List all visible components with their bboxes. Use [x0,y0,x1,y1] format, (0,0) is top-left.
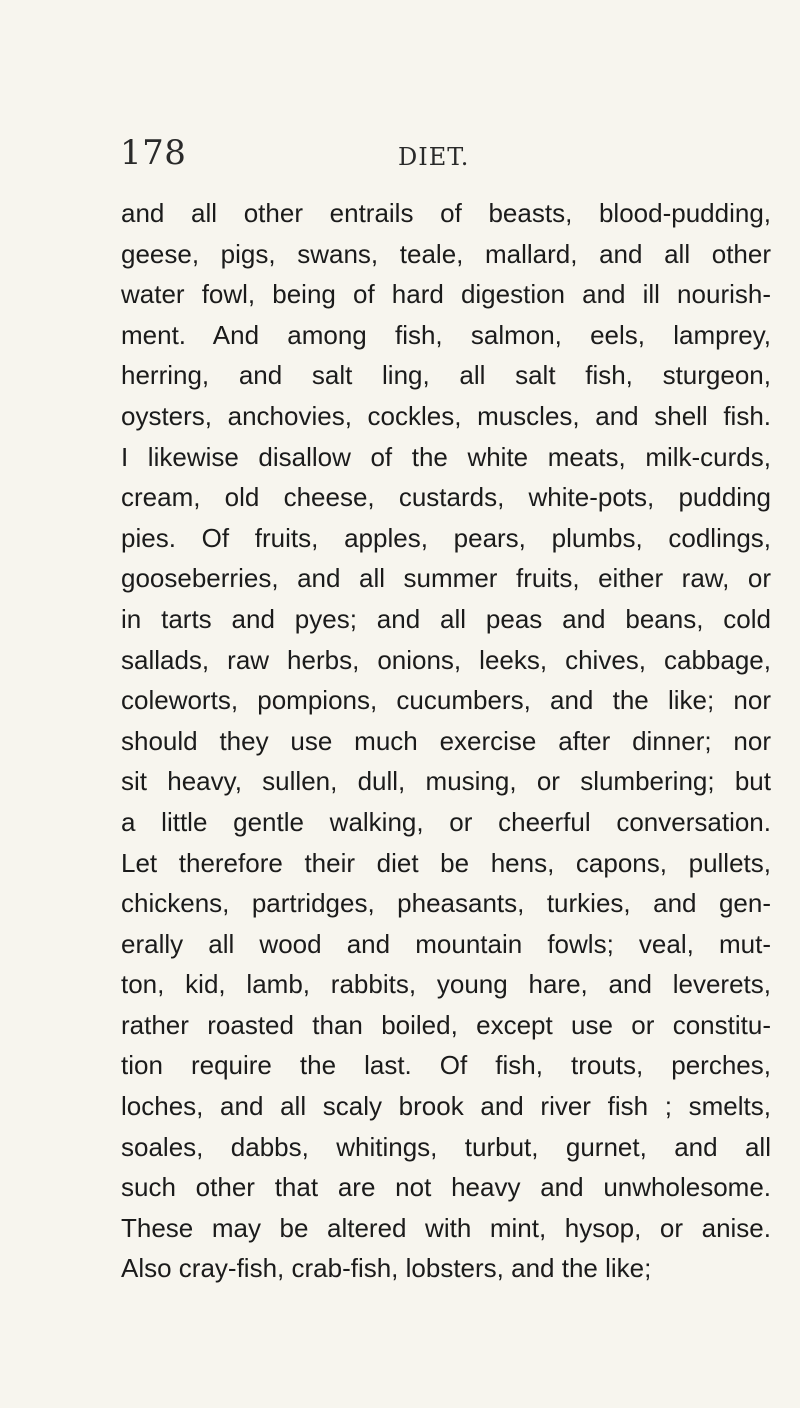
text-line: sallads, raw herbs, onions, leeks, chives, cabbage, [121,644,771,675]
text-line: pies. Of fruits, apples, pears, plumbs, codlings, [121,522,771,553]
text-line: soales, dabbs, whitings, turbut, gurnet, and all [121,1131,771,1162]
text-line: such other that are not heavy and unwholesome. [121,1172,771,1203]
text-line: herring, and salt ling, all salt fish, sturgeon, [121,360,771,391]
body-paragraph [121,193,771,1289]
text-line: erally all wood and mountain fowls; veal, mut- [121,928,771,959]
text-line: water fowl, being of hard digestion and ill nourish- [121,279,771,310]
text-line: and all other entrails of beasts, blood-pudding, [121,198,771,228]
text-line: gooseberries, and all summer fruits, either raw, or [121,563,771,594]
text-line: should they use much exercise after dinner; nor [121,725,771,756]
text-line: sit heavy, sullen, dull, musing, or slumbering; but [121,766,771,797]
text-line: cream, old cheese, custards, white-pots, pudding [121,482,771,513]
text-line: ton, kid, lamb, rabbits, young hare, and leverets, [121,969,771,1000]
text-line: coleworts, pompions, cucumbers, and the like; nor [121,685,771,716]
text-line: chickens, partridges, pheasants, turkies, and gen- [121,888,771,919]
text-line: These may be altered with mint, hysop, or anise. [121,1212,771,1243]
running-head: DIET. [398,143,470,171]
text-line: geese, pigs, swans, teale, mallard, and all other [121,238,771,269]
text-line: loches, and all scaly brook and river fish ; smelts, [121,1091,771,1122]
page-number: 178 [120,133,187,173]
text-line: oysters, anchovies, cockles, muscles, and shell fish. [121,400,771,431]
text-line: a little gentle walking, or cheerful conversation. [121,806,771,837]
text-line: in tarts and pyes; and all peas and beans, cold [121,603,771,634]
text-line: ment. And among fish, salmon, eels, lamprey, [121,319,771,350]
text-line: Let therefore their diet be hens, capons, pullets, [121,847,771,878]
text-line: Also cray-fish, crab-fish, lobsters, and the like; [121,1253,652,1284]
text-line: I likewise disallow of the white meats, milk-curds, [121,441,771,472]
text-line: tion require the last. Of fish, trouts, perches, [121,1050,771,1081]
text-line: rather roasted than boiled, except use or constitu- [121,1009,771,1040]
